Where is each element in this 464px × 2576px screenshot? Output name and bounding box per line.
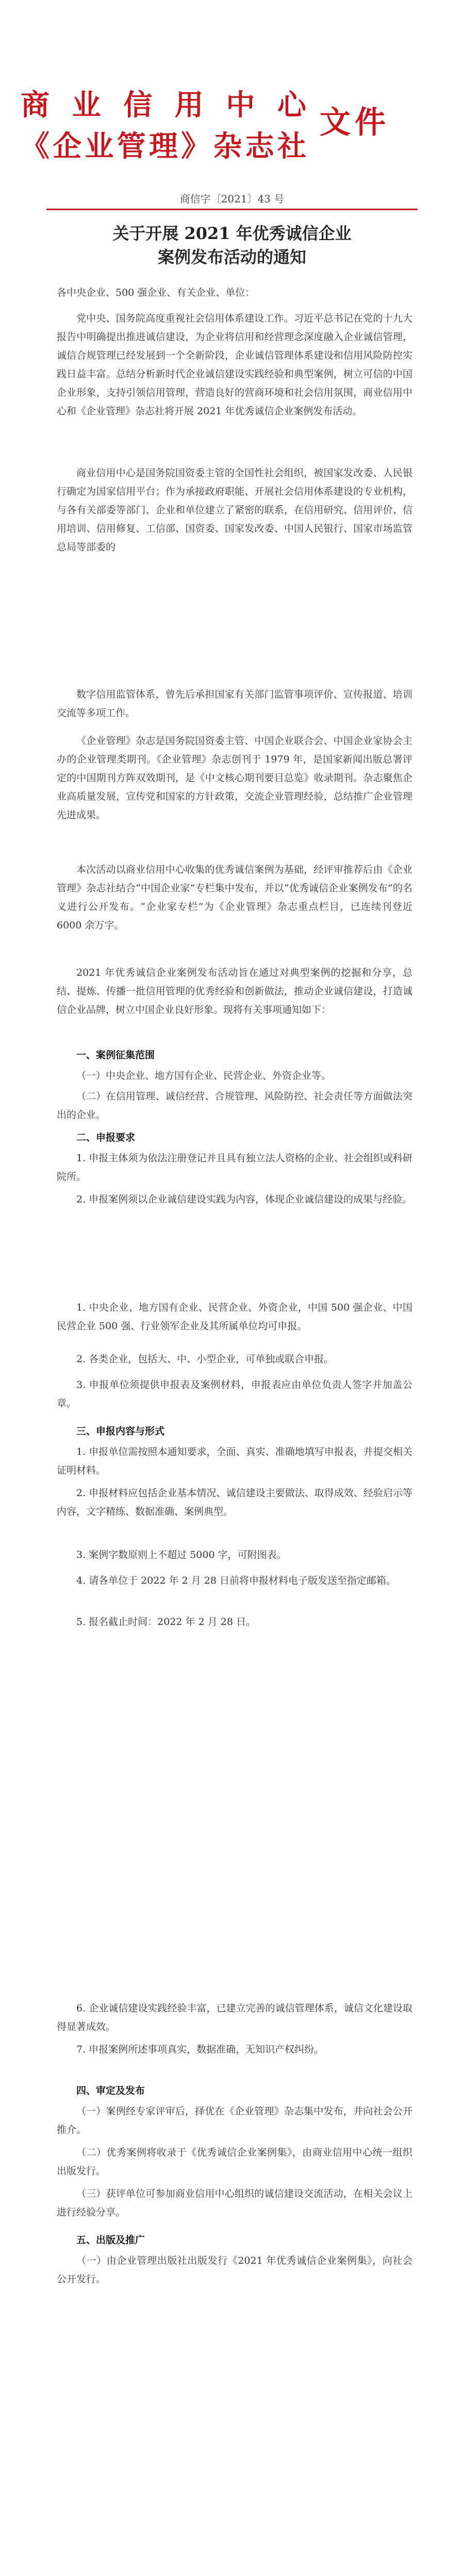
paragraph: 1. 申报主体须为依法注册登记并且具有独立法人资格的企业、社会组织或科研院所。 [57, 1153, 412, 1182]
paragraph: （二）优秀案例将收录于《优秀诚信企业案例集》，由商业信用中心统一组织出版发行。 [57, 2147, 412, 2177]
document-number: 商信字〔2021〕43 号 [179, 193, 285, 205]
header-org-line-1: 商业信用中心 [21, 88, 309, 122]
paragraph: 本次活动以商业信用中心收集的优秀诚信案例为基础，经评审推荐后由《企业管理》杂志社结合“中国企业家”专栏集中发布，并以“优秀诚信企业案例发布”的名义进行公开发布。“企业家专栏”为《企业管理》杂志重点栏目，已连续刊登近 6000 余万字。 [57, 864, 412, 931]
paragraph: 3. 申报单位须提供申报表及案例材料，申报表应由单位负责人签字并加盖公章。 [57, 1379, 412, 1409]
notice-title-line-2: 案例发布活动的通知 [157, 247, 306, 267]
header-org-line-2: 《企业管理》杂志社 [21, 129, 309, 163]
paragraph: 《企业管理》杂志是国务院国资委主管、中国企业联合会、中国企业家协会主办的企业管理类期刊。《企业管理》杂志创刊于 1979 年，是国家新闻出版总署评定的中国期刊方阵双效期刊，是《中文核心期刊要目总览》收录期刊。杂志聚焦企业高质量发展，宣传党和国家的方针政策，交流企业管理经验，总结推广企业管理先进成果。 [57, 735, 412, 821]
paragraph: 党中央、国务院高度重视社会信用体系建设工作。习近平总书记在党的十九大报告中明确提出推进诚信建设，为企业将信用和经营理念深度融入企业诚信管理，诚信合规管理已经发展到一个全新阶段，企业诚信管理体系建设和信用风险防控实践日益丰富。总结分析新时代企业诚信建设实践经验和典型案例，树立可信的中国企业形象，支持引领信用管理，营造良好的营商环境和社会信用氛围，商业信用中心和《企业管理》杂志社将开展 2021 年优秀诚信企业案例发布活动。 [57, 313, 412, 417]
paragraph: 4. 请各单位于 2022 年 2 月 28 日前将申报材料电子版发送至指定邮箱。 [76, 1575, 396, 1586]
paragraph: 1. 中央企业、地方国有企业、民营企业、外资企业，中国 500 强企业、中国民营企业 500 强、行业领军企业及其所属单位均可申报。 [57, 1302, 412, 1332]
paragraph: （三）获评单位可参加商业信用中心组织的诚信建设交流活动，在相关会议上进行经验分享。 [57, 2188, 412, 2218]
paragraph: （一）案例经专家评审后，择优在《企业管理》杂志集中发布，并向社会公开推介。 [57, 2106, 412, 2136]
paragraph: （一）中央企业、地方国有企业、民营企业、外资企业等。 [76, 1070, 332, 1081]
header-red-rule [46, 209, 418, 210]
header-document-label: 文件 [320, 105, 390, 141]
paragraph: 2. 申报材料应包括企业基本情况、诚信建设主要做法、取得成效、经验启示等内容，文字精练、数据准确、案例典型。 [57, 1487, 412, 1517]
paragraph: 商业信用中心是国务院国资委主管的全国性社会组织，被国家发改委、人民银行确定为国家信用平台；作为承接政府职能、开展社会信用体系建设的专业机构，与各有关部委等部门、企业和单位建立了紧密的联系，在信用研究、信用评价、信用培训、信用修复、工信部、国资委、国家发改委、中国人民银行、国家市场监管总局等部委的 [57, 467, 412, 553]
section-heading: 二、申报要求 [76, 1132, 136, 1143]
paragraph: （一）由企业管理出版社出版发行《2021 年优秀诚信企业案例集》，向社会公开发行。 [57, 2255, 412, 2285]
paragraph: 数字信用监管体系，曾先后承担国家有关部门监管事项评价、宣传报道、培训交流等多项工作。 [57, 689, 412, 719]
paragraph: 6. 企业诚信建设实践经验丰富，已建立完善的诚信管理体系，诚信文化建设取得显著成效。 [57, 2003, 412, 2032]
paragraph: （二）在信用管理、诚信经营、合规管理、风险防控、社会责任等方面做法突出的企业。 [57, 1091, 412, 1121]
section-heading: 一、案例征集范围 [76, 1049, 155, 1061]
section-heading: 四、审定及发布 [76, 2085, 145, 2096]
paragraph: 7. 申报案例所述事项真实，数据准确，无知识产权纠纷。 [76, 2044, 324, 2055]
paragraph: 2021 年优秀诚信企业案例发布活动旨在通过对典型案例的挖掘和分享，总结、提炼、传播一批信用管理的优秀经验和创新做法，推动企业诚信建设，打造诚信企业品牌，树立中国企业良好形象。现将有关事项通知如下： [57, 967, 412, 1015]
paragraph: 1. 申报单位需按照本通知要求，全面、真实、准确地填写申报表，并提交相关证明材料。 [57, 1446, 412, 1476]
paragraph: 3. 案例字数原则上不超过 5000 字，可附图表。 [76, 1549, 287, 1561]
paragraph: 2. 各类企业，包括大、中、小型企业，可单独或联合申报。 [76, 1353, 334, 1365]
paragraph: 2. 申报案例须以企业诚信建设实践为内容，体现企业诚信建设的成果与经验。 [76, 1194, 412, 1205]
notice-title-line-1: 关于开展 2021 年优秀诚信企业 [112, 224, 352, 243]
paragraph: 5. 报名截止时间：2022 年 2 月 28 日。 [76, 1616, 256, 1628]
section-heading: 五、出版及推广 [76, 2234, 145, 2246]
section-heading: 三、申报内容与形式 [76, 1426, 165, 1437]
salutation: 各中央企业、500 强企业、有关企业、单位： [57, 287, 255, 298]
